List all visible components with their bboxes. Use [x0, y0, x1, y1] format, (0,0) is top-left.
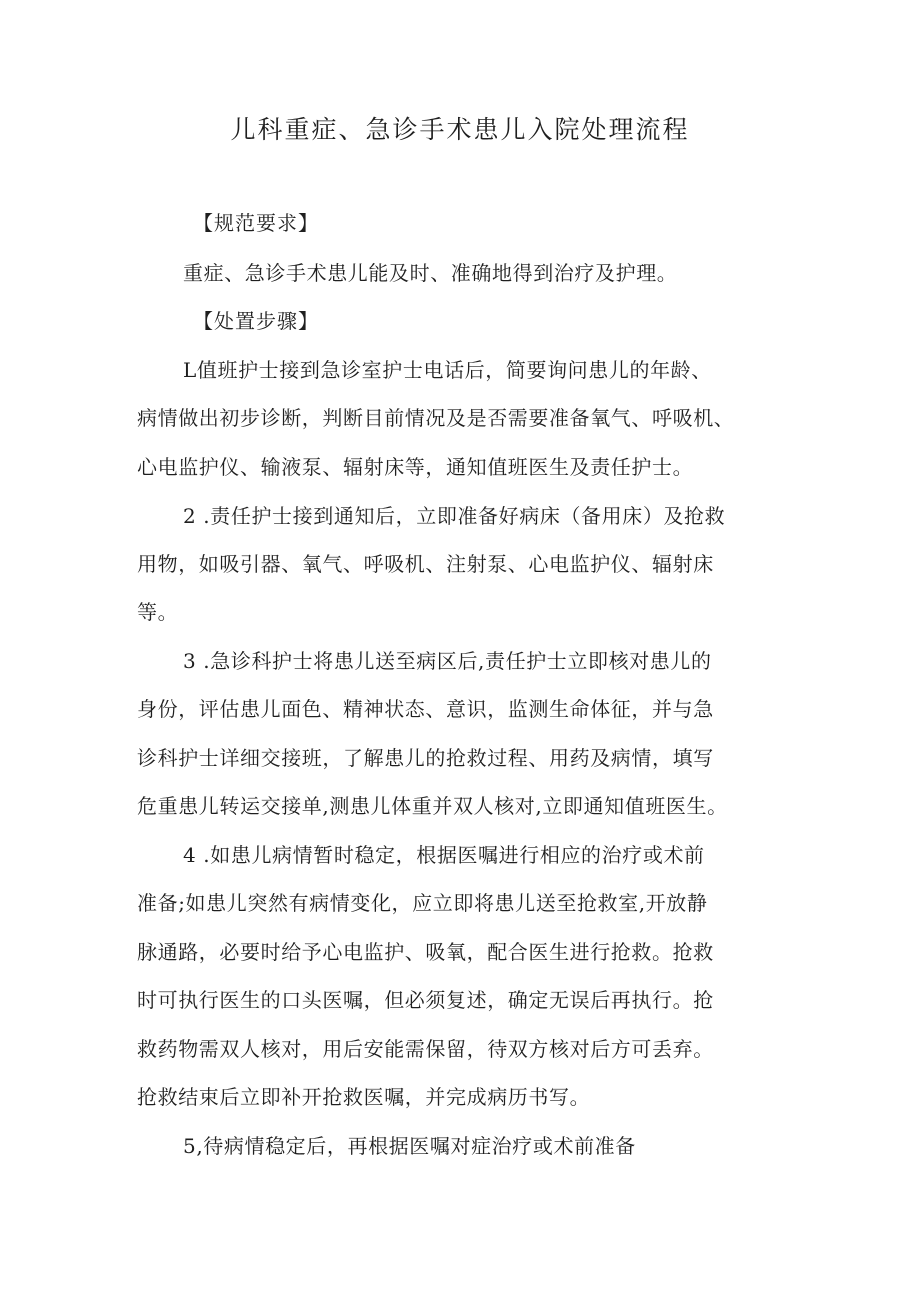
- document-title: 儿科重症、急诊手术患儿入院处理流程: [230, 115, 690, 144]
- step-4-line-3: 脉通路，必要时给予心电监护、吸氧，配合医生进行抢救。抢救: [137, 940, 714, 964]
- step-2-line-1: 2 .责任护士接到通知后，立即准备好病床（备用床）及抢救: [183, 504, 726, 528]
- step-2-line-2: 用物，如吸引器、氧气、呼吸机、注射泵、心电监护仪、辐射床: [137, 552, 714, 576]
- step-3-line-2: 身份，评估患儿面色、精神状态、意识，监测生命体征，并与急: [137, 697, 714, 721]
- step-2-line-3: 等。: [137, 600, 179, 624]
- step-1-line-2: 病情做出初步诊断，判断目前情况及是否需要准备氧气、呼吸机、: [137, 406, 735, 430]
- step-4-line-4: 时可执行医生的口头医嘱，但必须复述，确定无误后再执行。抢: [137, 988, 714, 1012]
- requirements-text: 重症、急诊手术患儿能及时、准确地得到治疗及护理。: [183, 261, 678, 285]
- step-1-line-1: L值班护士接到急诊室护士电话后，简要询问患儿的年龄、: [183, 358, 712, 382]
- section-heading-steps: 【处置步骤】: [193, 309, 319, 333]
- step-3-line-3: 诊科护士详细交接班，了解患儿的抢救过程、用药及病情，填写: [137, 746, 714, 770]
- step-4-line-2: 准备;如患儿突然有病情变化，应立即将患儿送至抢救室,开放静: [137, 891, 708, 915]
- step-4-line-1: 4 .如患儿病情暂时稳定，根据医嘱进行相应的治疗或术前: [183, 843, 705, 867]
- step-4-line-6: 抢救结束后立即补开抢救医嘱，并完成病历书写。: [137, 1085, 591, 1109]
- step-1-line-3: 心电监护仪、输液泵、辐射床等，通知值班医生及责任护士。: [137, 455, 694, 479]
- section-heading-requirements: 【规范要求】: [193, 211, 319, 235]
- step-3-line-4: 危重患儿转运交接单,测患儿体重并双人核对,立即通知值班医生。: [137, 794, 728, 818]
- step-3-line-1: 3 .急诊科护士将患儿送至病区后,责任护士立即核对患儿的: [183, 649, 712, 673]
- step-5-line-1: 5,待病情稳定后，再根据医嘱对症治疗或术前准备: [183, 1134, 636, 1158]
- step-4-line-5: 救药物需双人核对，用后安能需保留，待双方核对后方可丢弃。: [137, 1037, 714, 1061]
